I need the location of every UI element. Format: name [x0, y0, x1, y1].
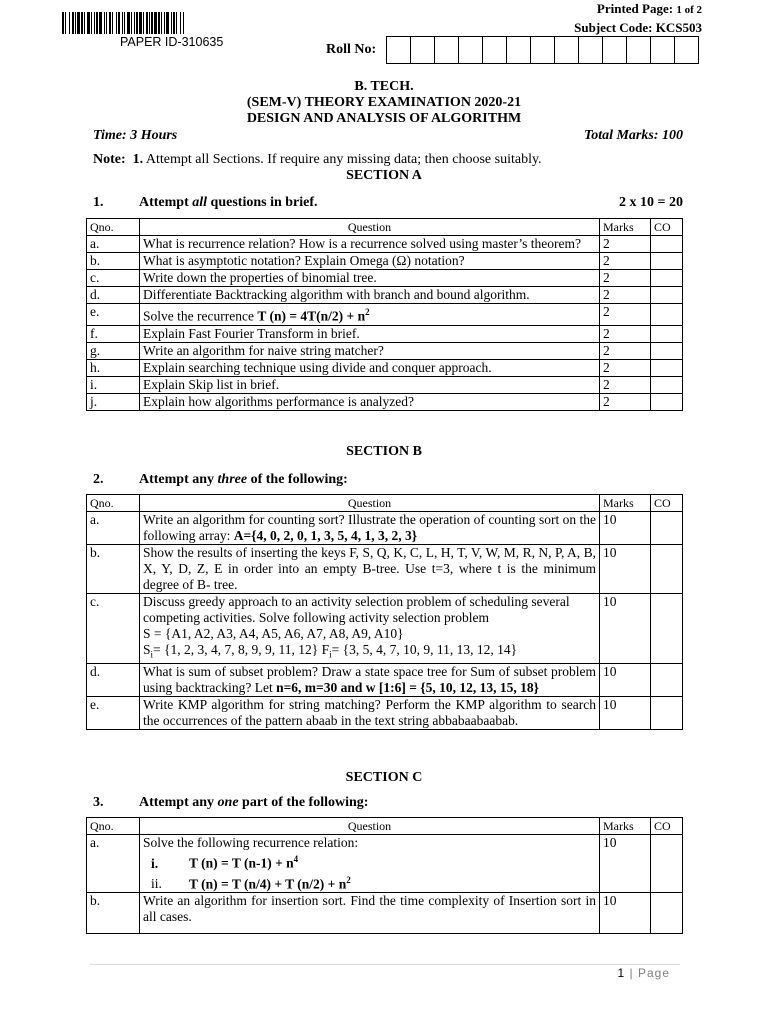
- qno: a.: [87, 835, 140, 893]
- section-b-instr-em: three: [217, 472, 248, 487]
- table-header-row: [87, 818, 683, 835]
- question-d-text: What is sum of subset problem? Draw a state space tree for Sum of subset problem using backtracking? Let: [143, 663, 596, 695]
- question-d-params: n=6, m=30 and w [1:6] = {5, 10, 12, 13, 15, 18}: [276, 679, 539, 695]
- recurrence-i: [143, 851, 596, 872]
- table-row: [87, 696, 683, 729]
- qno: j.: [87, 393, 140, 410]
- question-c-times: [143, 642, 596, 663]
- start-label: S: [143, 642, 151, 657]
- table-row: [87, 304, 683, 326]
- question-text: [140, 835, 600, 893]
- header-qno: Qno.: [87, 818, 140, 835]
- question-text: [140, 594, 600, 664]
- section-a-marks: 2 x 10 = 20: [619, 195, 683, 210]
- qno: c.: [87, 270, 140, 287]
- marks: 2: [600, 270, 651, 287]
- header-question: Question: [140, 818, 600, 835]
- roll-no-label: Roll No:: [326, 42, 377, 57]
- table-row: [87, 393, 683, 410]
- marks: 2: [600, 253, 651, 270]
- finish-label: F: [321, 642, 330, 657]
- table-row: [87, 359, 683, 376]
- co: [651, 376, 683, 393]
- page-number: 1: [617, 966, 626, 980]
- qno: g.: [87, 342, 140, 359]
- marks: 10: [600, 835, 651, 893]
- co: [651, 835, 683, 893]
- co: [651, 304, 683, 326]
- question-text: Write down the properties of binomial tree.: [140, 270, 600, 287]
- note-text: Attempt all Sections. If require any missing data; then choose suitably.: [145, 152, 542, 167]
- table-row: [87, 663, 683, 696]
- table-row: [87, 376, 683, 393]
- barcode: [62, 12, 290, 34]
- qno: d.: [87, 663, 140, 696]
- marks: 10: [600, 696, 651, 729]
- question-text: What is recurrence relation? How is a recurrence solved using master’s theorem?: [140, 236, 600, 253]
- co: [651, 393, 683, 410]
- marks: 10: [600, 512, 651, 545]
- question-text: Explain how algorithms performance is analyzed?: [140, 393, 600, 410]
- question-a-text: Solve the following recurrence relation:: [143, 835, 359, 850]
- section-a-instruction: [93, 195, 683, 211]
- marks: 2: [600, 325, 651, 342]
- qno: b.: [87, 253, 140, 270]
- section-c-instruction: [93, 795, 675, 811]
- co: [651, 287, 683, 304]
- header-question: Question: [140, 495, 600, 512]
- table-header-row: [87, 495, 683, 512]
- question-text: Write an algorithm for insertion sort. Find the time complexity of Insertion sort in all cases.: [140, 893, 600, 934]
- question-c-set: S = {A1, A2, A3, A4, A5, A6, A7, A8, A9, A10}: [143, 626, 404, 641]
- finish-sub: i: [329, 649, 332, 660]
- printed-page-value: 1 of 2: [676, 4, 702, 16]
- section-b-instr-pre: Attempt any: [139, 472, 218, 487]
- qno: c.: [87, 594, 140, 664]
- time-marks-row: [93, 128, 683, 144]
- question-text: [140, 304, 600, 326]
- qno: d.: [87, 287, 140, 304]
- marks: 2: [600, 342, 651, 359]
- qno: b.: [87, 893, 140, 934]
- section-c-instr-pre: Attempt any: [139, 795, 218, 810]
- section-a-instr-post: questions in brief.: [207, 195, 318, 210]
- roll-no-row: [326, 36, 699, 64]
- header-marks: Marks: [600, 219, 651, 236]
- co: [651, 696, 683, 729]
- section-c-num: 3.: [93, 795, 104, 810]
- question-text: Differentiate Backtracking algorithm with branch and bound algorithm.: [140, 287, 600, 304]
- question-text: [140, 512, 600, 545]
- note: [93, 152, 675, 168]
- table-row: [87, 512, 683, 545]
- question-text: What is asymptotic notation? Explain Omega (Ω) notation?: [140, 253, 600, 270]
- qno: h.: [87, 359, 140, 376]
- table-row: [87, 342, 683, 359]
- marks: 10: [600, 545, 651, 594]
- exam-title: (SEM-V) THEORY EXAMINATION 2020-21: [246, 95, 522, 110]
- question-a-text: Write an algorithm for counting sort? Illustrate the operation of counting sort on the following array:: [143, 512, 596, 543]
- header-co: CO: [651, 495, 683, 512]
- table-row: [87, 835, 683, 893]
- table-row: [87, 287, 683, 304]
- co: [651, 342, 683, 359]
- table-row: [87, 545, 683, 594]
- header-qno: Qno.: [87, 219, 140, 236]
- qno: e.: [87, 304, 140, 326]
- qno: f.: [87, 325, 140, 342]
- marks: 2: [600, 393, 651, 410]
- table-row: [87, 236, 683, 253]
- table-row: [87, 893, 683, 934]
- finish-values: = {3, 5, 4, 7, 10, 9, 11, 13, 12, 14}: [331, 642, 518, 657]
- question-pre: Solve the recurrence: [143, 308, 258, 324]
- subject-code: Subject Code: KCS503: [574, 20, 702, 35]
- section-b-instruction: [93, 472, 675, 488]
- start-values: = {1, 2, 3, 4, 7, 8, 9, 9, 11, 12}: [153, 642, 322, 657]
- recurrence-i-eq: T (n) = T (n-1) + n: [189, 855, 294, 871]
- header-co: CO: [651, 219, 683, 236]
- table-header-row: [87, 219, 683, 236]
- marks: 10: [600, 663, 651, 696]
- co: [651, 325, 683, 342]
- question-text: Explain Fast Fourier Transform in brief.: [140, 325, 600, 342]
- section-b-instr-post: of the following:: [247, 472, 348, 487]
- table-row: [87, 270, 683, 287]
- question-text: Write an algorithm for naive string matcher?: [140, 342, 600, 359]
- co: [651, 594, 683, 664]
- co: [651, 512, 683, 545]
- qno: i.: [87, 376, 140, 393]
- section-c-table: [86, 817, 683, 934]
- table-row: [87, 325, 683, 342]
- section-a-instr-pre: Attempt: [139, 195, 193, 210]
- co: [651, 270, 683, 287]
- section-b-title: SECTION B: [346, 444, 422, 459]
- table-row: [87, 594, 683, 664]
- marks: 2: [600, 359, 651, 376]
- section-c-title: SECTION C: [345, 770, 423, 785]
- page-footer: [617, 966, 670, 980]
- note-label: Note:: [93, 152, 126, 167]
- section-a-table: [86, 218, 683, 411]
- co: [651, 253, 683, 270]
- section-b-table: [86, 494, 683, 730]
- subject-title: DESIGN AND ANALYSIS OF ALGORITHM: [246, 111, 522, 126]
- roll-no-boxes[interactable]: [386, 36, 699, 64]
- co: [651, 893, 683, 934]
- recurrence-ii: [143, 872, 596, 893]
- recurrence-ii-sup: 2: [346, 874, 351, 885]
- qno: e.: [87, 696, 140, 729]
- section-a-title: SECTION A: [346, 168, 422, 183]
- question-eq: T (n) = 4T(n/2) + n: [257, 308, 366, 324]
- marks: 10: [600, 893, 651, 934]
- total-marks: Total Marks: 100: [583, 128, 683, 143]
- question-text: Explain searching technique using divide and conquer approach.: [140, 359, 600, 376]
- qno: b.: [87, 545, 140, 594]
- marks: 10: [600, 594, 651, 664]
- page-word: Page: [637, 966, 670, 980]
- section-a-instr-em: all: [192, 195, 208, 210]
- qno: a.: [87, 236, 140, 253]
- question-text: [140, 663, 600, 696]
- footer-rule: [90, 964, 680, 965]
- footer-separator: |: [625, 966, 638, 980]
- co: [651, 236, 683, 253]
- header-question: Question: [140, 219, 600, 236]
- question-text: Write KMP algorithm for string matching? Perform the KMP algorithm to search the occurrences of the pattern abaab in the text string abbabaabaabab.: [140, 696, 600, 729]
- question-text: Show the results of inserting the keys F, S, Q, K, C, L, H, T, V, W, M, R, N, P, A, B, X, Y, D, Z, E in order into an empty B-tree. Use t=3, where t is the minimum degree of B- tree.: [140, 545, 600, 594]
- header-co: CO: [651, 818, 683, 835]
- marks: 2: [600, 376, 651, 393]
- question-text: Explain Skip list in brief.: [140, 376, 600, 393]
- paper-id: PAPER ID-310635: [120, 35, 224, 49]
- degree-title: B. TECH.: [354, 79, 414, 94]
- co: [651, 359, 683, 376]
- question-a-array: A={4, 0, 2, 0, 1, 3, 5, 4, 1, 3, 2, 3}: [233, 528, 418, 543]
- note-num: 1.: [132, 152, 144, 167]
- section-c-instr-post: part of the following:: [238, 795, 369, 810]
- marks: 2: [600, 236, 651, 253]
- time-allowed: Time: 3 Hours: [93, 128, 178, 143]
- printed-page-info: [574, 0, 702, 36]
- qno: a.: [87, 512, 140, 545]
- section-c-instr-em: one: [217, 795, 239, 810]
- question-sup: 2: [365, 307, 370, 317]
- header-marks: Marks: [600, 818, 651, 835]
- recurrence-i-label: i.: [151, 855, 159, 871]
- section-b-num: 2.: [93, 472, 104, 487]
- marks: 2: [600, 304, 651, 326]
- recurrence-ii-eq: T (n) = T (n/4) + T (n/2) + n: [189, 876, 347, 891]
- co: [651, 663, 683, 696]
- question-c-text: Discuss greedy approach to an activity selection problem of scheduling several competing activities. Solve following activity selection problem: [143, 594, 570, 625]
- recurrence-i-sup: 4: [293, 854, 299, 864]
- header-marks: Marks: [600, 495, 651, 512]
- start-sub: i: [150, 649, 154, 660]
- table-row: [87, 253, 683, 270]
- header-qno: Qno.: [87, 495, 140, 512]
- co: [651, 545, 683, 594]
- recurrence-ii-label: ii.: [151, 876, 162, 891]
- printed-page-label: Printed Page:: [596, 1, 674, 16]
- marks: 2: [600, 287, 651, 304]
- section-a-num: 1.: [93, 195, 104, 210]
